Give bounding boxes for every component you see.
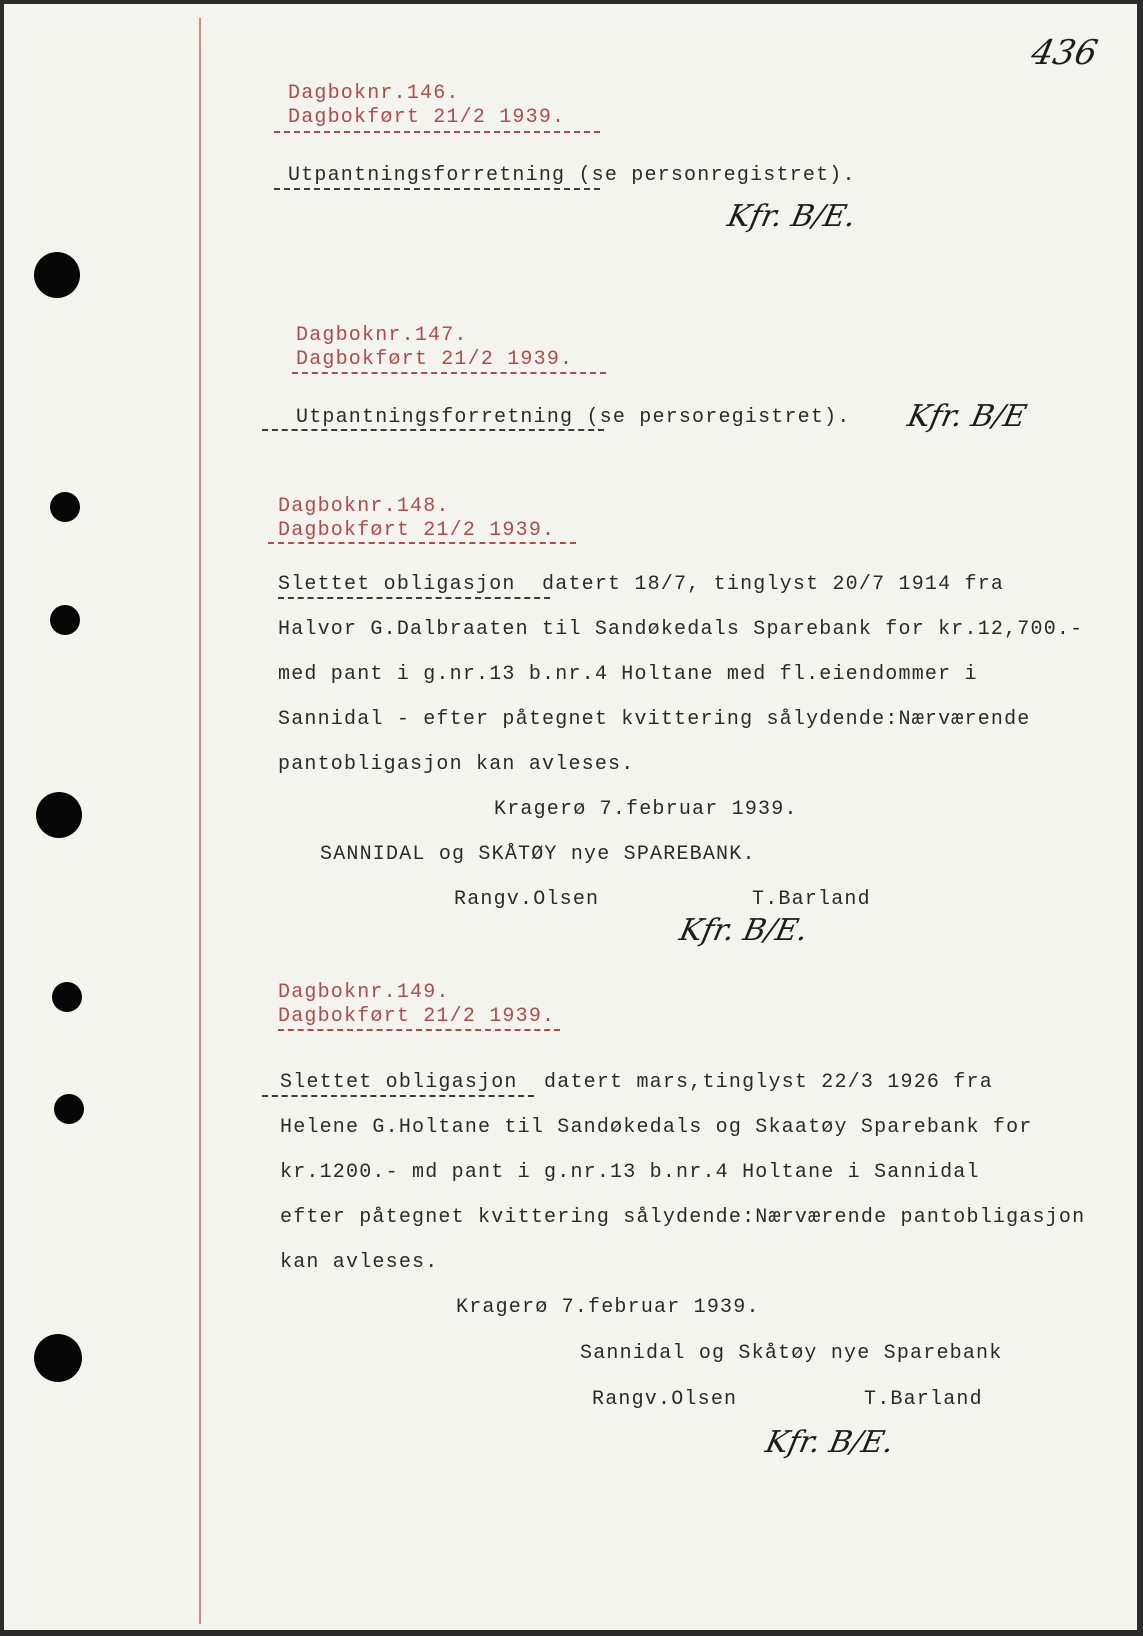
entry-number: Dagboknr.148. — [278, 495, 450, 518]
underline-rule — [278, 597, 550, 599]
page-number: 436 — [1027, 33, 1102, 73]
handwritten-initials: Kfr. B/E. — [676, 913, 812, 948]
entry-text-line: Utpantningsforretning (se personregistret). — [288, 164, 856, 187]
punch-hole — [36, 792, 82, 838]
underline-rule — [262, 429, 604, 431]
handwritten-initials: Kfr. B/E. — [724, 199, 860, 234]
place-date: Kragerø 7.februar 1939. — [456, 1296, 760, 1319]
underline-rule — [278, 1029, 560, 1031]
bank-name: Sannidal og Skåtøy nye Sparebank — [580, 1342, 1003, 1365]
entry-text-line: kan avleses. — [280, 1251, 439, 1274]
entry-text-line: Slettet obligasjon datert mars,tinglyst 22/3 1926 fra — [280, 1071, 993, 1094]
entry-text-line: Slettet obligasjon datert 18/7, tinglyst 20/7 1914 fra — [278, 573, 1005, 596]
entry-text-line: Sannidal - efter påtegnet kvittering sålydende:Nærværende — [278, 708, 1031, 731]
document-page — [4, 4, 1137, 1630]
underline-rule — [268, 542, 576, 544]
underline-rule — [262, 1095, 534, 1097]
punch-hole — [54, 1094, 84, 1124]
punch-hole — [50, 605, 80, 635]
bank-name: SANNIDAL og SKÅTØY nye SPAREBANK. — [320, 843, 756, 866]
entry-text-line: efter påtegnet kvittering sålydende:Nærværende pantobligasjon — [280, 1206, 1086, 1229]
place-date: Kragerø 7.februar 1939. — [494, 798, 798, 821]
entry-date: Dagbokført 21/2 1939. — [288, 106, 566, 129]
entry-date: Dagbokført 21/2 1939. — [296, 348, 574, 371]
entry-date: Dagbokført 21/2 1939. — [278, 1005, 556, 1028]
entry-text-line: Helene G.Holtane til Sandøkedals og Skaatøy Sparebank for — [280, 1116, 1033, 1139]
entry-text-line: Halvor G.Dalbraaten til Sandøkedals Sparebank for kr.12,700.- — [278, 618, 1084, 641]
entry-number: Dagboknr.147. — [296, 324, 468, 347]
entry-text-line: med pant i g.nr.13 b.nr.4 Holtane med fl.eiendommer i — [278, 663, 978, 686]
punch-hole — [34, 1334, 82, 1382]
entry-number: Dagboknr.149. — [278, 981, 450, 1004]
handwritten-initials: Kfr. B/E. — [762, 1425, 898, 1460]
entry-text-line: pantobligasjon kan avleses. — [278, 753, 635, 776]
entry-text-line: kr.1200.- md pant i g.nr.13 b.nr.4 Holtane i Sannidal — [280, 1161, 980, 1184]
underline-rule — [274, 188, 600, 190]
signature-name: Rangv.Olsen — [454, 888, 600, 911]
punch-hole — [50, 492, 80, 522]
entry-number: Dagboknr.146. — [288, 82, 460, 105]
underline-rule — [292, 372, 606, 374]
signature-name: T.Barland — [752, 888, 871, 911]
signature-name: Rangv.Olsen — [592, 1388, 738, 1411]
handwritten-initials: Kfr. B/E — [904, 399, 1030, 434]
punch-hole — [34, 252, 80, 298]
margin-rule — [199, 18, 201, 1624]
underline-rule — [274, 131, 600, 133]
entry-text-line: Utpantningsforretning (se persoregistret). — [296, 406, 851, 429]
signature-name: T.Barland — [864, 1388, 983, 1411]
entry-date: Dagbokført 21/2 1939. — [278, 519, 556, 542]
punch-hole — [52, 982, 82, 1012]
